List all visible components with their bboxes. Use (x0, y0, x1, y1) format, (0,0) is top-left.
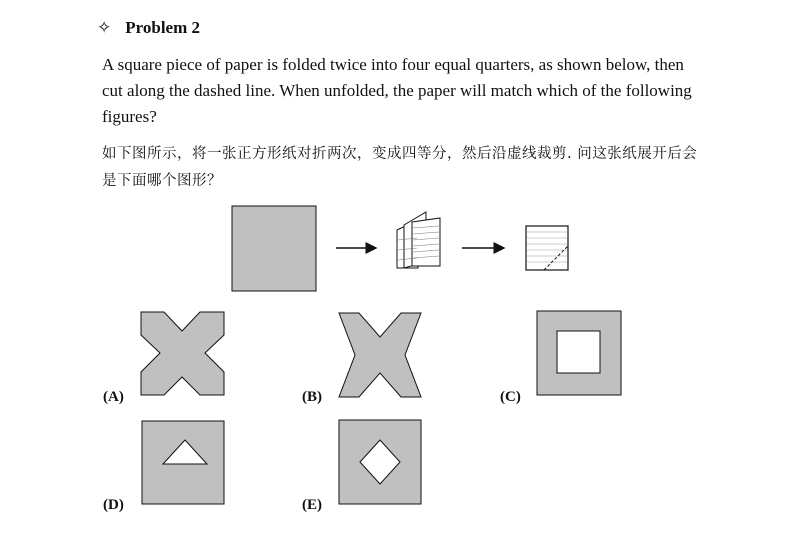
original-square (232, 206, 316, 291)
problem-text-english: A square piece of paper is folded twice into four equal quarters, as shown below, then cut along the dashed line. When unfolded, the paper will match which of the following figures? (102, 55, 692, 126)
option-d-figure (142, 421, 224, 504)
option-d-label: (D) (103, 497, 124, 513)
problem-title: Problem 2 (125, 18, 201, 37)
option-c-figure (537, 311, 621, 395)
option-a-figure (141, 312, 224, 395)
option-b-figure (339, 313, 421, 397)
star-icon: ✧ (97, 18, 112, 38)
problem-text-chinese: 如下图所示，将一张正方形纸对折两次，变成四等分，然后沿虚线裁剪. 问这张纸展开后会是下面哪个图形？ (102, 146, 698, 189)
option-c-label: (C) (500, 389, 521, 405)
option-b-label: (B) (302, 389, 322, 405)
folded-paper-icon (397, 212, 440, 268)
option-a-label: (A) (103, 389, 124, 405)
folded-quarter-square (526, 226, 568, 270)
option-e-label: (E) (302, 497, 322, 513)
option-e-figure (339, 420, 421, 504)
